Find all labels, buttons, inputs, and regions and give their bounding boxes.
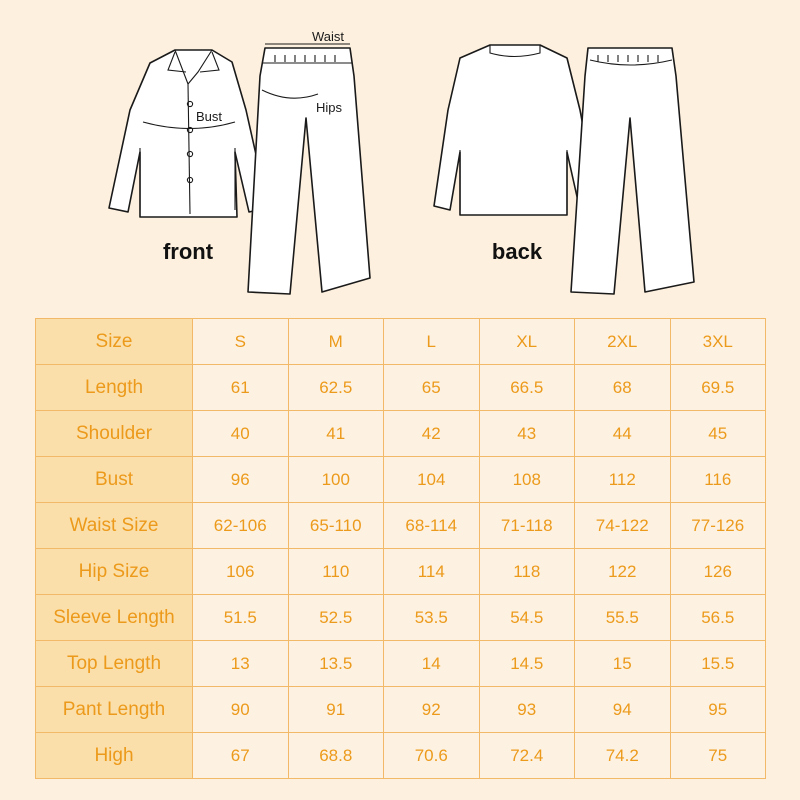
table-cell: 70.6 [384,733,480,779]
table-cell: 112 [575,457,671,503]
table-cell: 74-122 [575,503,671,549]
table-cell: 100 [288,457,384,503]
table-row [36,365,766,411]
row-label: High [36,733,193,779]
table-cell: 122 [575,549,671,595]
table-cell: 106 [193,549,289,595]
table-cell: 91 [288,687,384,733]
table-cell: 118 [479,549,575,595]
table-cell: 66.5 [479,365,575,411]
row-label: Top Length [36,641,193,687]
table-cell: L [384,319,480,365]
table-cell: 3XL [670,319,766,365]
table-cell: 65 [384,365,480,411]
row-label: Waist Size [36,503,193,549]
table-row [36,595,766,641]
table-cell: 56.5 [670,595,766,641]
row-label: Sleeve Length [36,595,193,641]
table-cell: 65-110 [288,503,384,549]
row-label: Length [36,365,193,411]
table-cell: 2XL [575,319,671,365]
size-chart-body [36,319,766,779]
table-cell: M [288,319,384,365]
table-cell: 40 [193,411,289,457]
table-cell: 41 [288,411,384,457]
table-cell: 52.5 [288,595,384,641]
table-cell: 114 [384,549,480,595]
row-label: Hip Size [36,549,193,595]
table-cell: 53.5 [384,595,480,641]
table-cell: 44 [575,411,671,457]
table-cell: 13 [193,641,289,687]
table-cell: 43 [479,411,575,457]
table-cell: 126 [670,549,766,595]
garment-illustration [0,0,800,310]
table-cell: 67 [193,733,289,779]
table-cell: 69.5 [670,365,766,411]
front-label: front [162,239,214,264]
hips-label: Hips [316,100,343,115]
table-cell: 96 [193,457,289,503]
row-label: Bust [36,457,193,503]
size-chart-table [35,318,766,779]
row-label: Size [36,319,193,365]
table-row [36,549,766,595]
table-cell: 68.8 [288,733,384,779]
size-header-row [36,319,766,365]
back-shirt-drawing [434,45,598,215]
table-cell: S [193,319,289,365]
table-cell: 92 [384,687,480,733]
table-row [36,733,766,779]
table-cell: 74.2 [575,733,671,779]
table-cell: 71-118 [479,503,575,549]
table-cell: 110 [288,549,384,595]
bust-label: Bust [196,109,223,124]
table-row [36,687,766,733]
table-row [36,411,766,457]
table-cell: 15.5 [670,641,766,687]
table-cell: 15 [575,641,671,687]
table-cell: 62.5 [288,365,384,411]
back-label: back [491,239,543,264]
table-cell: 72.4 [479,733,575,779]
table-row [36,503,766,549]
table-cell: 68 [575,365,671,411]
back-pants-drawing [571,48,694,294]
table-cell: 55.5 [575,595,671,641]
table-cell: 93 [479,687,575,733]
table-row [36,457,766,503]
table-cell: 116 [670,457,766,503]
front-shirt-drawing [109,50,268,217]
row-label: Shoulder [36,411,193,457]
table-cell: 13.5 [288,641,384,687]
table-cell: 61 [193,365,289,411]
table-row [36,641,766,687]
waist-label: Waist [312,29,345,44]
row-label: Pant Length [36,687,193,733]
table-cell: 14 [384,641,480,687]
front-pants-drawing [248,29,370,294]
table-cell: 42 [384,411,480,457]
table-cell: 77-126 [670,503,766,549]
table-cell: 62-106 [193,503,289,549]
table-cell: 104 [384,457,480,503]
table-cell: 75 [670,733,766,779]
table-cell: 14.5 [479,641,575,687]
table-cell: 108 [479,457,575,503]
table-cell: 68-114 [384,503,480,549]
table-cell: 54.5 [479,595,575,641]
table-cell: 94 [575,687,671,733]
table-cell: 95 [670,687,766,733]
table-cell: 90 [193,687,289,733]
table-cell: 51.5 [193,595,289,641]
table-cell: 45 [670,411,766,457]
table-cell: XL [479,319,575,365]
